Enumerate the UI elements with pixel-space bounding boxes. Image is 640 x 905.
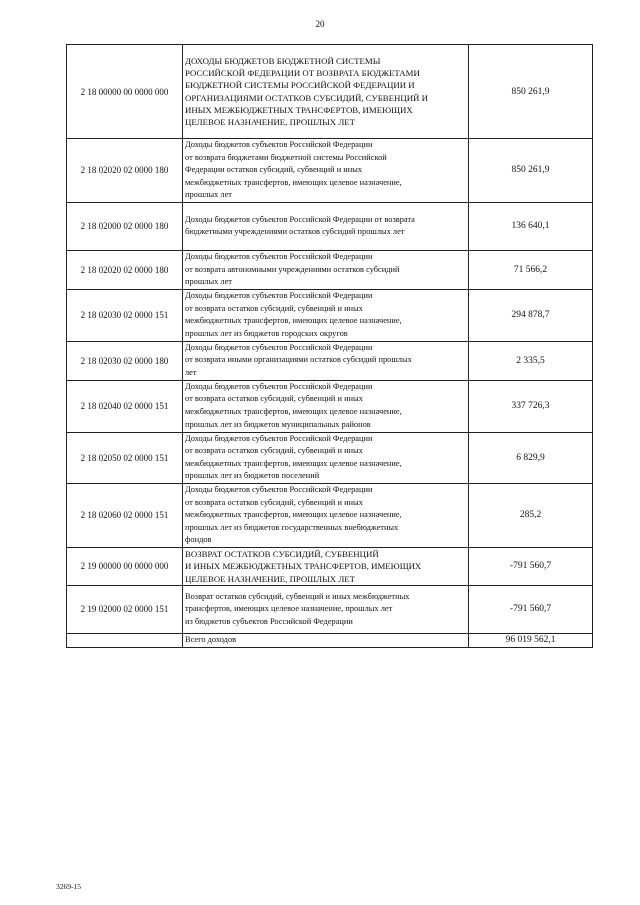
description-line: межбюджетных трансфертов, имеющих целевое назначение, — [185, 510, 402, 520]
table-row — [67, 432, 593, 483]
description-line: ВОЗВРАТ ОСТАТКОВ СУБСИДИЙ, СУБВЕНЦИЙ — [185, 548, 379, 559]
description-line: межбюджетных трансфертов, имеющих целевое назначение, — [185, 458, 402, 468]
description-line: фондов — [185, 535, 212, 545]
description-line: Доходы бюджетов субъектов Российской Федерации — [185, 291, 373, 301]
description-line: И ИНЫХ МЕЖБЮДЖЕТНЫХ ТРАНСФЕРТОВ, ИМЕЮЩИХ — [185, 561, 422, 572]
description-line: прошлых лет — [185, 190, 232, 200]
description-line: от возврата бюджетами бюджетной системы Российской — [185, 152, 387, 162]
description-line: прошлых лет из бюджетов городских округов — [185, 328, 348, 338]
revenue-table-body — [67, 45, 593, 648]
description-line: Доходы бюджетов субъектов Российской Федерации — [185, 342, 373, 352]
description-line: межбюджетных трансфертов, имеющих целевое назначение, — [185, 316, 402, 326]
row-description — [183, 289, 469, 341]
description-line: от возврата иными организациями остатков субсидий прошлых — [185, 355, 412, 365]
description-line: ДОХОДЫ БЮДЖЕТОВ БЮДЖЕТНОЙ СИСТЕМЫ — [185, 55, 381, 66]
description-line: БЮДЖЕТНОЙ СИСТЕМЫ РОССИЙСКОЙ ФЕДЕРАЦИИ И — [185, 80, 415, 91]
row-description — [183, 202, 469, 250]
description-line: Возврат остатков субсидий, субвенций и иных межбюджетных — [185, 591, 410, 601]
row-amount: 2 335,5 — [469, 341, 593, 380]
description-line: Доходы бюджетов субъектов Российской Федерации от возврата — [185, 214, 415, 224]
row-description — [183, 250, 469, 289]
revenue-table — [66, 44, 593, 648]
table-row — [67, 341, 593, 380]
row-code: 2 19 00000 00 0000 000 — [67, 547, 183, 585]
description-line: ЦЕЛЕВОЕ НАЗНАЧЕНИЕ, ПРОШЛЫХ ЛЕТ — [185, 117, 356, 128]
description-line: Доходы бюджетов субъектов Российской Федерации — [185, 433, 373, 443]
row-amount: 850 261,9 — [469, 45, 593, 139]
table-row — [67, 250, 593, 289]
description-line: межбюджетных трансфертов, имеющих целевое назначение, — [185, 177, 402, 187]
description-line: Федерации остатков субсидий, субвенций и иных — [185, 165, 363, 175]
description-line: прошлых лет из бюджетов поселений — [185, 471, 320, 481]
table-row — [67, 380, 593, 432]
description-line: трансфертов, имеющих целевое назначение, прошлых лет — [185, 604, 393, 614]
description-line: из бюджетов субъектов Российской Федерации — [185, 616, 353, 626]
description-line: от возврата остатков субсидий, субвенций и иных — [185, 394, 363, 404]
table-row — [67, 585, 593, 633]
row-description — [183, 585, 469, 633]
row-description — [183, 432, 469, 483]
row-code: 2 18 02040 02 0000 151 — [67, 380, 183, 432]
row-code: 2 18 02020 02 0000 180 — [67, 250, 183, 289]
description-line: прошлых лет из бюджетов государственных внебюджетных — [185, 522, 399, 532]
row-amount: 96 019 562,1 — [469, 633, 593, 647]
description-line: межбюджетных трансфертов, имеющих целевое назначение, — [185, 407, 402, 417]
description-line: ОРГАНИЗАЦИЯМИ ОСТАТКОВ СУБСИДИЙ, СУБВЕНЦИЙ И — [185, 92, 428, 103]
description-line: от возврата автономными учреждениями остатков субсидий — [185, 264, 400, 274]
row-code — [67, 633, 183, 647]
row-description — [183, 483, 469, 547]
row-description — [183, 341, 469, 380]
description-line: лет — [185, 367, 197, 377]
row-code: 2 18 02060 02 0000 151 — [67, 483, 183, 547]
description-line: Доходы бюджетов субъектов Российской Федерации — [185, 484, 373, 494]
row-amount: 6 829,9 — [469, 432, 593, 483]
description-line: ИНЫХ МЕЖБЮДЖЕТНЫХ ТРАНСФЕРТОВ, ИМЕЮЩИХ — [185, 104, 413, 115]
description-line: Доходы бюджетов субъектов Российской Федерации — [185, 251, 373, 261]
description-line: Всего доходов — [185, 634, 237, 644]
table-row — [67, 547, 593, 585]
row-description — [183, 139, 469, 203]
row-amount: 337 726,3 — [469, 380, 593, 432]
description-line: Доходы бюджетов субъектов Российской Федерации — [185, 381, 373, 391]
page-number: 20 — [315, 19, 325, 29]
row-amount: 294 878,7 — [469, 289, 593, 341]
row-code: 2 18 00000 00 0000 000 — [67, 45, 183, 139]
table-row — [67, 483, 593, 547]
row-code: 2 18 02020 02 0000 180 — [67, 139, 183, 203]
row-description — [183, 633, 469, 647]
row-amount: 71 566,2 — [469, 250, 593, 289]
row-amount: 285,2 — [469, 483, 593, 547]
row-code: 2 18 02050 02 0000 151 — [67, 432, 183, 483]
table-row — [67, 202, 593, 250]
description-line: Доходы бюджетов субъектов Российской Федерации — [185, 140, 373, 149]
table-row — [67, 633, 593, 647]
description-line: прошлых лет — [185, 277, 232, 287]
row-code: 2 18 02030 02 0000 180 — [67, 341, 183, 380]
row-amount: 136 640,1 — [469, 202, 593, 250]
table-row — [67, 45, 593, 139]
description-line: от возврата остатков субсидий, субвенций и иных — [185, 303, 363, 313]
row-amount: -791 560,7 — [469, 585, 593, 633]
document-code: 3269-15 — [56, 882, 81, 891]
row-description — [183, 547, 469, 585]
row-code: 2 18 02030 02 0000 151 — [67, 289, 183, 341]
row-description — [183, 45, 469, 139]
row-description — [183, 380, 469, 432]
description-line: от возврата остатков субсидий, субвенций и иных — [185, 497, 363, 507]
description-line: прошлых лет из бюджетов муниципальных районов — [185, 419, 371, 429]
description-line: ЦЕЛЕВОЕ НАЗНАЧЕНИЕ, ПРОШЛЫХ ЛЕТ — [185, 573, 356, 584]
description-line: РОССИЙСКОЙ ФЕДЕРАЦИИ ОТ ВОЗВРАТА БЮДЖЕТАМИ — [185, 67, 420, 78]
description-line: от возврата остатков субсидий, субвенций и иных — [185, 446, 363, 456]
table-row — [67, 139, 593, 203]
description-line: бюджетными учреждениями остатков субсидий прошлых лет — [185, 227, 405, 237]
table-row — [67, 289, 593, 341]
row-amount: -791 560,7 — [469, 547, 593, 585]
row-code: 2 18 02000 02 0000 180 — [67, 202, 183, 250]
row-amount: 850 261,9 — [469, 139, 593, 203]
row-code: 2 19 02000 02 0000 151 — [67, 585, 183, 633]
